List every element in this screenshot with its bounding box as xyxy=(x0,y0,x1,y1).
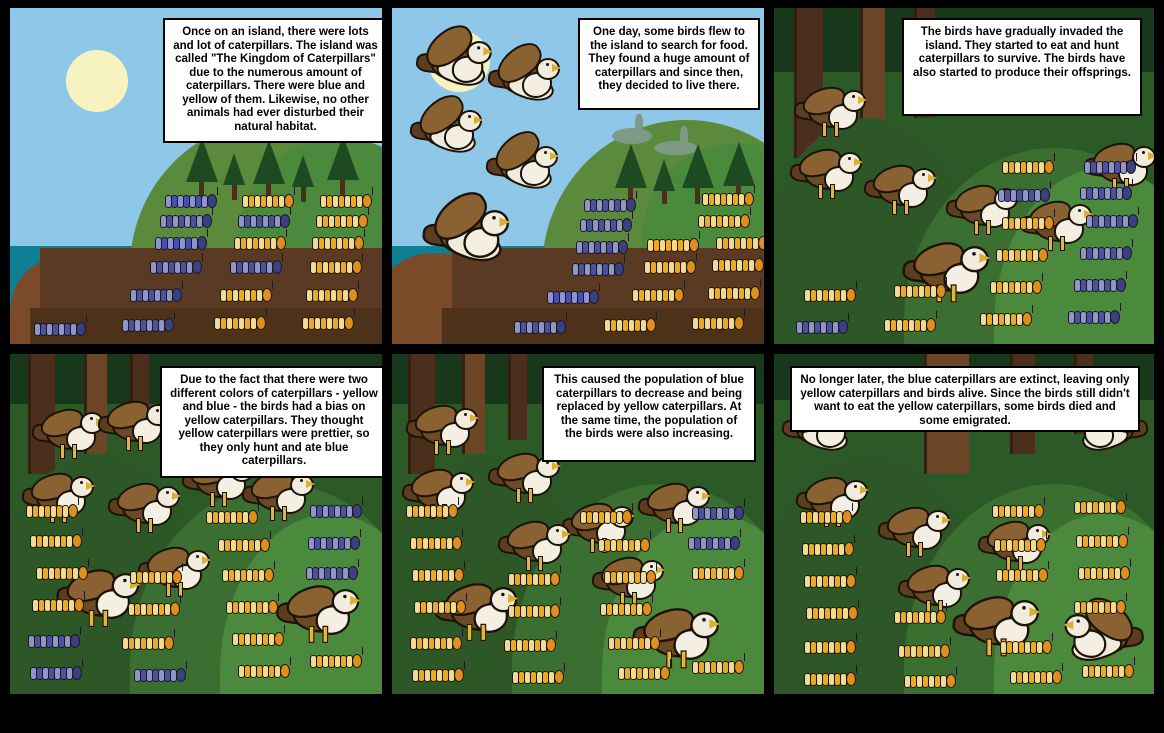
caterpillar-yellow xyxy=(414,600,466,614)
caterpillar-blue xyxy=(34,322,86,336)
caterpillar-blue xyxy=(1074,278,1126,292)
caterpillar-yellow xyxy=(894,610,946,624)
caterpillar-yellow xyxy=(1000,640,1052,654)
caterpillar-yellow xyxy=(222,568,274,582)
panel-3-caption: The birds have gradually invaded the island. They started to eat and hunt caterpillars to survive. The birds have also started to produce their offsprings. xyxy=(902,18,1142,116)
caterpillar-yellow xyxy=(310,260,362,274)
sun-icon xyxy=(66,50,128,112)
panel-5[interactable] xyxy=(392,354,764,694)
caterpillar-yellow xyxy=(996,248,1048,262)
caterpillar-blue xyxy=(134,668,186,682)
caterpillar-yellow xyxy=(804,574,856,588)
caterpillar-yellow xyxy=(698,214,750,228)
caterpillar-yellow xyxy=(804,672,856,686)
caterpillar-blue xyxy=(688,536,740,550)
caterpillar-blue xyxy=(1086,214,1138,228)
panel-5-caption: This caused the population of blue caterpillars to decrease and being replaced by yellow caterpillars. At the same time, the population of the birds were also increasing. xyxy=(542,366,756,462)
pine-tree xyxy=(653,159,675,191)
panel-2-caption: One day, some birds flew to the island to search for food. They found a huge amount of caterpillars and since then, they decided to live there. xyxy=(578,18,760,110)
caterpillar-yellow xyxy=(32,598,84,612)
panel-4-caption: Due to the fact that there were two different colors of caterpillars - yellow and blue - the birds had a bias on yellow caterpillars. They thought yellow caterpillars were prettier, so they only hunt and ate blue caterpillars. xyxy=(160,366,382,478)
panel-4[interactable] xyxy=(10,354,382,694)
bird-flying xyxy=(486,136,560,196)
caterpillar-yellow xyxy=(604,570,656,584)
caterpillar-yellow xyxy=(508,604,560,618)
caterpillar-blue xyxy=(580,218,632,232)
caterpillar-yellow xyxy=(618,666,670,680)
panel-6-caption: No longer later, the blue caterpillars are extinct, leaving only yellow caterpillars and birds alive. Since the birds still didn't want to eat the yellow caterpillars, some birds died and some emigrated. xyxy=(790,366,1140,432)
bird-flying xyxy=(488,48,562,108)
tree-trunk xyxy=(508,354,527,440)
caterpillar-yellow xyxy=(1074,500,1126,514)
caterpillar-blue xyxy=(155,236,207,250)
caterpillar-blue xyxy=(584,198,636,212)
panel-1-caption: Once on an island, there were lots and lot of caterpillars. The island was called "The Kingdom of Caterpillars" due to the numerous amount of caterpillars. There were blue and yellow of them. Likewise, no other animals had ever disturbed their natural habitat. xyxy=(163,18,382,143)
panel-1[interactable] xyxy=(10,8,382,344)
caterpillar-yellow xyxy=(232,632,284,646)
caterpillar-yellow xyxy=(302,316,354,330)
caterpillar-blue xyxy=(1068,310,1120,324)
caterpillar-yellow xyxy=(1074,600,1126,614)
caterpillar-yellow xyxy=(234,236,286,250)
caterpillar-blue xyxy=(1080,246,1132,260)
pine-tree xyxy=(615,144,647,188)
caterpillar-yellow xyxy=(647,238,699,252)
caterpillar-blue xyxy=(576,240,628,254)
caterpillar-yellow xyxy=(632,288,684,302)
caterpillar-yellow xyxy=(206,510,258,524)
caterpillar-blue xyxy=(165,194,217,208)
caterpillar-blue xyxy=(547,290,599,304)
caterpillar-blue xyxy=(998,188,1050,202)
caterpillar-yellow xyxy=(214,316,266,330)
caterpillar-blue xyxy=(30,666,82,680)
bird-standing xyxy=(878,500,952,560)
caterpillar-blue xyxy=(306,566,358,580)
caterpillar-blue xyxy=(238,214,290,228)
caterpillar-blue xyxy=(122,318,174,332)
panel-6[interactable] xyxy=(774,354,1154,694)
caterpillar-blue xyxy=(310,504,362,518)
caterpillar-yellow xyxy=(644,260,696,274)
caterpillar-yellow xyxy=(898,644,950,658)
bird-standing xyxy=(790,142,864,202)
caterpillar-yellow xyxy=(692,566,744,580)
caterpillar-yellow xyxy=(580,510,632,524)
caterpillar-yellow xyxy=(1076,534,1128,548)
caterpillar-yellow xyxy=(692,660,744,674)
pine-tree xyxy=(682,144,714,188)
caterpillar-yellow xyxy=(716,236,764,250)
pine-tree xyxy=(723,142,755,186)
caterpillar-yellow xyxy=(1010,670,1062,684)
caterpillar-yellow xyxy=(804,288,856,302)
panel-2[interactable] xyxy=(392,8,764,344)
caterpillar-yellow xyxy=(242,194,294,208)
caterpillar-yellow xyxy=(604,318,656,332)
pine-tree xyxy=(223,153,245,185)
bird-standing xyxy=(276,578,361,647)
caterpillar-yellow xyxy=(598,538,650,552)
caterpillar-yellow xyxy=(130,570,182,584)
caterpillar-yellow xyxy=(226,600,278,614)
caterpillar-blue xyxy=(572,262,624,276)
caterpillar-yellow xyxy=(904,674,956,688)
caterpillar-yellow xyxy=(1082,664,1134,678)
panel-3[interactable] xyxy=(774,8,1154,344)
caterpillar-yellow xyxy=(310,654,362,668)
caterpillar-yellow xyxy=(1002,160,1054,174)
caterpillar-yellow xyxy=(128,602,180,616)
caterpillar-yellow xyxy=(894,284,946,298)
caterpillar-yellow xyxy=(36,566,88,580)
caterpillar-blue xyxy=(692,506,744,520)
bird-flying xyxy=(410,100,484,160)
caterpillar-blue xyxy=(230,260,282,274)
pine-trunk xyxy=(301,186,306,202)
caterpillar-blue xyxy=(28,634,80,648)
caterpillar-blue xyxy=(160,214,212,228)
caterpillar-yellow xyxy=(504,638,556,652)
caterpillar-yellow xyxy=(806,606,858,620)
bird-standing xyxy=(108,476,182,536)
caterpillar-yellow xyxy=(412,568,464,582)
caterpillar-yellow xyxy=(884,318,936,332)
caterpillar-blue xyxy=(796,320,848,334)
caterpillar-yellow xyxy=(26,504,78,518)
caterpillar-yellow xyxy=(992,504,1044,518)
caterpillar-yellow xyxy=(994,538,1046,552)
caterpillar-yellow xyxy=(312,236,364,250)
bird-standing xyxy=(406,398,480,458)
caterpillar-yellow xyxy=(412,668,464,682)
caterpillar-blue xyxy=(150,260,202,274)
caterpillar-yellow xyxy=(122,636,174,650)
caterpillar-blue xyxy=(130,288,182,302)
pine-tree xyxy=(292,155,314,187)
caterpillar-yellow xyxy=(220,288,272,302)
caterpillar-yellow xyxy=(512,670,564,684)
caterpillar-yellow xyxy=(1078,566,1130,580)
pine-trunk xyxy=(662,190,667,204)
caterpillar-blue xyxy=(1084,160,1136,174)
bird-flying xyxy=(416,31,494,94)
caterpillar-yellow xyxy=(316,214,368,228)
caterpillar-yellow xyxy=(410,636,462,650)
distant-silhouette xyxy=(635,114,643,136)
caterpillar-yellow xyxy=(708,286,760,300)
caterpillar-yellow xyxy=(306,288,358,302)
caterpillar-yellow xyxy=(800,510,852,524)
caterpillar-yellow xyxy=(804,640,856,654)
pine-tree xyxy=(186,138,218,182)
caterpillar-yellow xyxy=(238,664,290,678)
caterpillar-yellow xyxy=(990,280,1042,294)
caterpillar-yellow xyxy=(692,316,744,330)
caterpillar-yellow xyxy=(218,538,270,552)
caterpillar-yellow xyxy=(802,542,854,556)
caterpillar-yellow xyxy=(320,194,372,208)
pine-trunk xyxy=(232,184,237,200)
caterpillar-yellow xyxy=(1002,216,1054,230)
caterpillar-yellow xyxy=(712,258,764,272)
caterpillar-blue xyxy=(308,536,360,550)
distant-silhouette xyxy=(612,128,652,144)
pine-trunk xyxy=(695,186,700,204)
caterpillar-yellow xyxy=(996,568,1048,582)
caterpillar-yellow xyxy=(600,602,652,616)
pine-tree xyxy=(253,140,285,184)
bird-standing xyxy=(32,402,106,462)
caterpillar-yellow xyxy=(508,572,560,586)
caterpillar-yellow xyxy=(410,536,462,550)
bird-flying xyxy=(423,198,512,270)
caterpillar-yellow xyxy=(30,534,82,548)
caterpillar-blue xyxy=(514,320,566,334)
caterpillar-yellow xyxy=(406,504,458,518)
bird-standing xyxy=(794,80,868,140)
bird-standing xyxy=(864,158,938,218)
caterpillar-yellow xyxy=(702,192,754,206)
caterpillar-yellow xyxy=(608,636,660,650)
caterpillar-yellow xyxy=(980,312,1032,326)
caterpillar-blue xyxy=(1080,186,1132,200)
